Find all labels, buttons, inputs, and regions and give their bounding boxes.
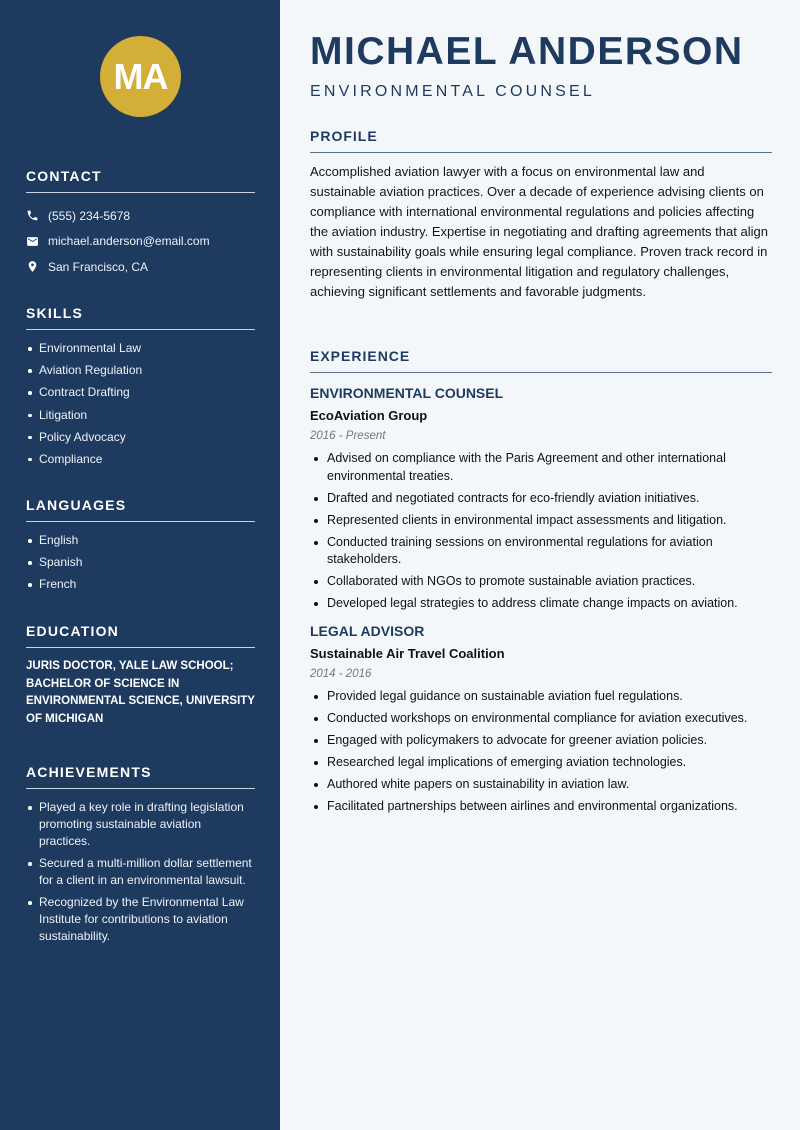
email-text: michael.anderson@email.com bbox=[48, 234, 210, 249]
skill-item: Policy Advocacy bbox=[26, 429, 255, 451]
job-bullet: Drafted and negotiated contracts for eco-friendly aviation initiatives. bbox=[310, 490, 772, 508]
job-bullet: Provided legal guidance on sustainable aviation fuel regulations. bbox=[310, 688, 772, 706]
job-bullet: Conducted workshops on environmental compliance for aviation executives. bbox=[310, 710, 772, 728]
phone-text: (555) 234-5678 bbox=[48, 208, 131, 223]
skill-item: Contract Drafting bbox=[26, 384, 255, 406]
skill-item: Aviation Regulation bbox=[26, 362, 255, 384]
achievement-item: Recognized by the Environmental Law Institute for contributions to aviation sustainability. bbox=[26, 894, 255, 945]
achievement-item: Played a key role in drafting legislation promoting sustainable aviation practices. bbox=[26, 799, 255, 850]
skills-section bbox=[26, 305, 255, 473]
achievement-item: Secured a multi-million dollar settlement for a client in an environmental lawsuit. bbox=[26, 855, 255, 889]
contact-heading: CONTACT bbox=[26, 168, 255, 193]
job-title: LEGAL ADVISOR bbox=[310, 622, 425, 639]
job-bullet: Researched legal implications of emerging aviation technologies. bbox=[310, 754, 772, 772]
language-item: Spanish bbox=[26, 554, 255, 576]
job-bullet: Facilitated partnerships between airlines and environmental organizations. bbox=[310, 798, 772, 816]
candidate-title: ENVIRONMENTAL COUNSEL bbox=[310, 83, 596, 100]
job-entry bbox=[310, 623, 772, 816]
contact-location bbox=[26, 254, 255, 280]
job-bullet: Engaged with policymakers to advocate for greener aviation policies. bbox=[310, 732, 772, 750]
phone-icon bbox=[26, 209, 39, 222]
experience-heading: EXPERIENCE bbox=[310, 348, 772, 373]
profile-heading: PROFILE bbox=[310, 128, 772, 153]
skill-item: Environmental Law bbox=[26, 340, 255, 362]
education-section bbox=[26, 623, 255, 728]
contact-email bbox=[26, 229, 255, 255]
job-bullet: Authored white papers on sustainability in aviation law. bbox=[310, 776, 772, 794]
location-text: San Francisco, CA bbox=[48, 259, 149, 274]
profile-text: Accomplished aviation lawyer with a focus on environmental law and sustainable aviation practices. Over a decade of experience advising clients on compliance with international environmental regulations and policies affecting the aviation industry. Expertise in negotiating and drafting agreements that align with sustainability goals while ensuring legal compliance. Proven track record in representing clients in environmental litigation and regulatory challenges, achieving significant settlements and favorable judgments. bbox=[310, 164, 768, 299]
candidate-name: MICHAEL ANDERSON bbox=[310, 30, 744, 73]
job-bullet: Advised on compliance with the Paris Agreement and other international environmental treaties. bbox=[310, 450, 772, 485]
experience-section bbox=[310, 348, 772, 820]
profile-section bbox=[310, 128, 772, 302]
languages-heading: LANGUAGES bbox=[26, 497, 255, 522]
language-item: English bbox=[26, 532, 255, 554]
job-dates: 2016 - Present bbox=[310, 430, 386, 442]
location-pin-icon bbox=[26, 260, 39, 273]
education-heading: EDUCATION bbox=[26, 623, 255, 648]
email-icon bbox=[26, 235, 39, 248]
company-name: EcoAviation Group bbox=[310, 408, 428, 423]
skill-item: Litigation bbox=[26, 407, 255, 429]
contact-phone bbox=[26, 203, 255, 229]
skills-heading: SKILLS bbox=[26, 305, 255, 330]
skill-item: Compliance bbox=[26, 451, 255, 473]
job-bullet: Collaborated with NGOs to promote sustainable aviation practices. bbox=[310, 573, 772, 591]
avatar: MA bbox=[100, 36, 181, 117]
job-bullet: Conducted training sessions on environmental regulations for aviation stakeholders. bbox=[310, 534, 772, 569]
education-text: JURIS DOCTOR, YALE LAW SCHOOL; BACHELOR OF SCIENCE IN ENVIRONMENTAL SCIENCE, UNIVERSITY OF MICHIGAN bbox=[26, 660, 255, 725]
job-entry bbox=[310, 385, 772, 613]
job-dates: 2014 - 2016 bbox=[310, 667, 372, 680]
contact-section bbox=[26, 168, 255, 280]
achievements-heading: ACHIEVEMENTS bbox=[26, 764, 255, 789]
job-title: ENVIRONMENTAL COUNSEL bbox=[310, 385, 504, 401]
sidebar bbox=[0, 0, 280, 1130]
language-item: French bbox=[26, 576, 255, 598]
languages-section bbox=[26, 497, 255, 599]
achievements-section bbox=[26, 764, 255, 950]
job-bullet: Represented clients in environmental impact assessments and litigation. bbox=[310, 512, 772, 530]
job-bullet: Developed legal strategies to address climate change impacts on aviation. bbox=[310, 595, 772, 613]
company-name: Sustainable Air Travel Coalition bbox=[310, 645, 505, 661]
